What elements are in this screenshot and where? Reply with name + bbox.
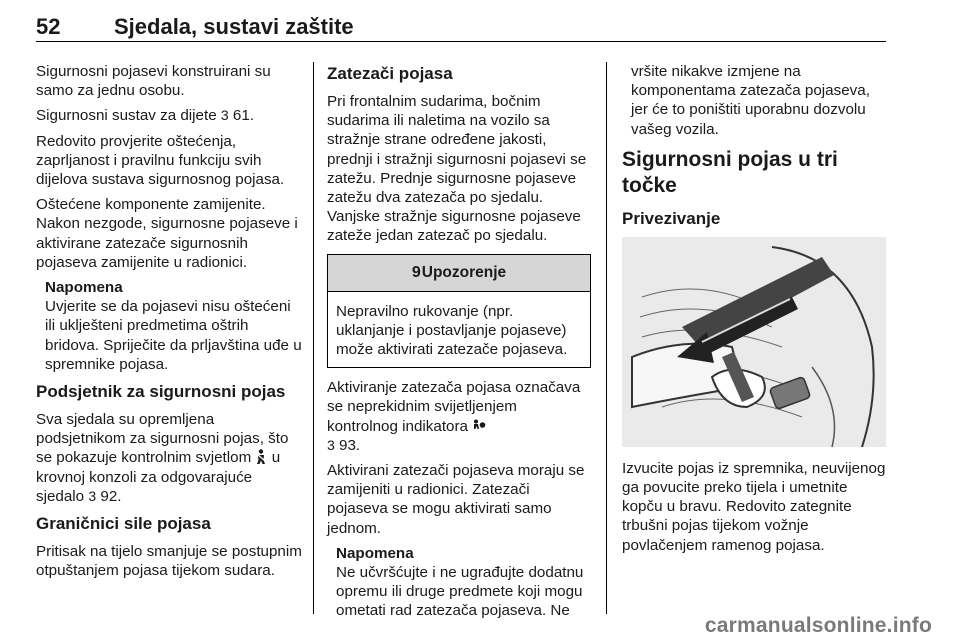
seatbelt-person-icon (255, 449, 267, 464)
column-divider (313, 62, 314, 614)
note-continuation: vršite nikakve izmjene na komponentama zatezača pojaseva, jer će to poništiti uporabnu dozvolu vašeg vozila. (631, 63, 870, 138)
warning-text: Nepravilno rukovanje (npr. uklanjanje i postavljanje pojaseve) može aktivirati zatezače pojaseva. (336, 302, 568, 359)
seatbelt-drawing (622, 237, 886, 447)
page-ref-icon: 3 (88, 487, 97, 504)
page-ref-icon: 3 (327, 436, 335, 453)
paragraph-text: Aktiviranje zatezača pojasa označava se neprekidnim svijetljenjem kontrolnog indikatora (327, 379, 581, 435)
chapter-heading: Sigurnosni pojas u tri točke (622, 147, 838, 197)
paragraph-text: Sigurnosni sustav za dijete (36, 107, 221, 125)
note-text: Uvjerite se da pojasevi nisu oštećeni ili uklješteni predmetima oštrih bridova. Spriječite da prljavština uđe u spremnike pojasa. (45, 298, 302, 373)
page-ref[interactable]: 61. (232, 107, 255, 125)
column-2 (327, 62, 591, 627)
page-ref[interactable]: 93. (339, 436, 361, 454)
paragraph: Pri frontalnim sudarima, bočnim sudarima ili naletima na vozilo sa stražnje strane određene jakosti, prednji i stražnji sigurnosni pojasevi se zatežu. Prednje sigurnosne pojaseve zatežu dva zatezača po sjedalu. Vanjske stražnje sigurnosne pojaseve zateže jedan zatezač po sjedalu. (327, 93, 587, 245)
page-number: 52 (36, 14, 61, 39)
column-1 (36, 62, 304, 586)
seatbelt-illustration (622, 237, 886, 447)
paragraph: Pritisak na tijelo smanjuje se postupnim otpuštanjem pojasa tijekom sudara. (36, 543, 302, 580)
section-heading: Podsjetnik za sigurnosni pojas (36, 382, 286, 402)
warning-icon: 9 (411, 264, 421, 282)
page-header (36, 8, 886, 42)
paragraph-text: Sva sjedala su opremljena podsjetnikom za sigurnosni pojas, što se pokazuje kontrolnim svjetlom (36, 411, 289, 467)
note-text: Ne učvršćujte i ne ugrađujte dodatnu opremu ili druge predmete koji mogu ometati rad zatezača pojaseva. Ne (336, 564, 584, 620)
watermark: carmanualsonline.info (704, 614, 932, 637)
column-3 (622, 62, 890, 561)
header-rule (36, 41, 886, 42)
paragraph: Sigurnosni pojasevi konstruirani su samo za jednu osobu. (36, 63, 271, 100)
page-ref[interactable]: 92. (100, 487, 122, 505)
paragraph (36, 106, 304, 125)
note-heading: Napomena (336, 544, 414, 562)
column-divider (606, 62, 607, 614)
paragraph: Izvucite pojas iz spremnika, neuvijenog ga povucite preko tijela i umetnite kopču u bravu. Redovito zategnite trbušni pojas tijekom vožnje povlačenjem ramenog pojasa. (622, 459, 886, 554)
section-heading: Privezivanje (622, 208, 721, 228)
page-title: Sjedala, sustavi zaštite (114, 14, 354, 39)
note (45, 278, 304, 374)
paragraph: Redovito provjerite oštećenja, zaprljanost i pravilnu funkciju svih dijelova sustava sigurnosnog pojasa. (36, 132, 285, 189)
paragraph: Aktivirani zatezači pojaseva moraju se zamijeniti u radionici. Zatezači pojaseva se mogu aktivirati samo jednom. (327, 462, 585, 537)
paragraph: Oštećene komponente zamijenite. Nakon nezgode, sigurnosne pojaseve i aktivirane zatezače sigurnosnih pojaseva zamijenite u radionici. (36, 196, 298, 271)
warning-header (328, 255, 590, 292)
paragraph (327, 378, 591, 455)
note (336, 544, 591, 621)
paragraph-text: u krovnoj konzoli za odgovarajuće sjedalo (36, 449, 281, 505)
section-heading: Zatezači pojasa (327, 64, 453, 83)
paragraph (36, 410, 304, 506)
page-ref-icon: 3 (220, 107, 229, 124)
airbag-indicator-icon (472, 419, 486, 433)
warning-heading: Upozorenje (421, 264, 507, 282)
warning-box (327, 254, 591, 369)
note-heading: Napomena (45, 279, 123, 297)
section-heading: Graničnici sile pojasa (36, 514, 211, 534)
